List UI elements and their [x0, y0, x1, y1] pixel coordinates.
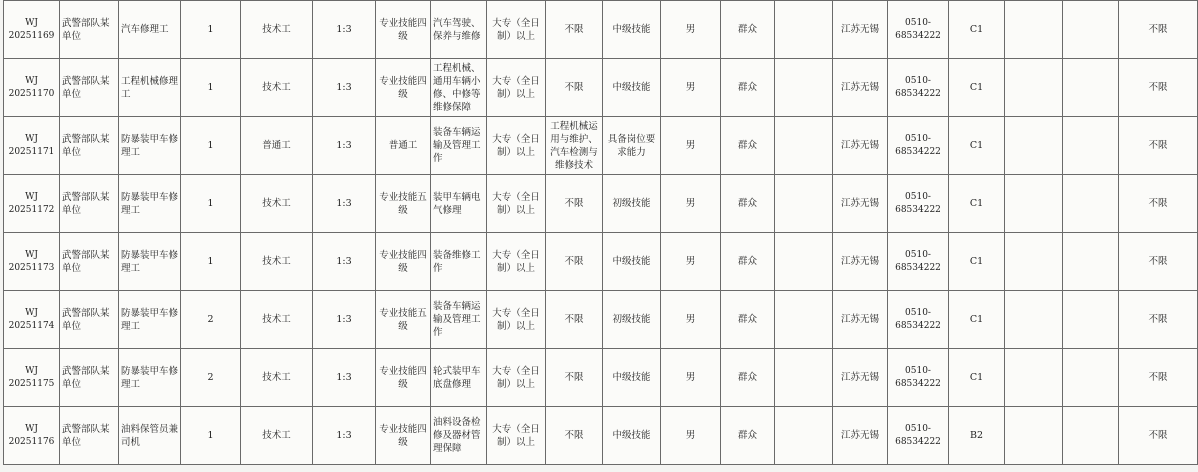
exam-ratio-cell: 1:3	[313, 117, 376, 175]
political-status-cell: 群众	[721, 1, 775, 59]
worker-type-cell: 技术工	[241, 291, 313, 349]
work-location-cell: 江苏无锡	[833, 59, 888, 117]
table-row	[4, 407, 1198, 465]
job-duty-cell: 装备车辆运输及管理工作	[431, 291, 487, 349]
spacer-cell	[1063, 117, 1119, 175]
worker-type-cell: 技术工	[241, 349, 313, 407]
worker-type-cell: 技术工	[241, 233, 313, 291]
code-num: 20251171	[8, 146, 55, 157]
driver-license-cell: C1	[949, 175, 1005, 233]
table-row	[4, 291, 1198, 349]
gender-req-cell: 男	[661, 233, 721, 291]
position-name-cell: 防暴装甲车修理工	[119, 117, 181, 175]
education-req-cell: 大专（全日制）以上	[487, 407, 546, 465]
job-duty-cell: 油料设备检修及器材管理保障	[431, 407, 487, 465]
education-req-cell: 大专（全日制）以上	[487, 175, 546, 233]
gender-req-cell: 男	[661, 291, 721, 349]
exam-ratio-cell: 1:3	[313, 233, 376, 291]
phone-area: 0510-	[905, 191, 931, 202]
phone-area: 0510-	[905, 365, 931, 376]
major-req-cell: 不限	[546, 1, 603, 59]
other-req-cell	[775, 59, 833, 117]
gender-req-cell: 男	[661, 407, 721, 465]
skill-req-cell: 中级技能	[603, 407, 661, 465]
contact-phone-cell	[888, 117, 949, 175]
note-blank-cell	[1005, 349, 1063, 407]
exam-ratio-cell: 1:3	[313, 407, 376, 465]
skill-grade-cell: 普通工	[376, 117, 431, 175]
remark-cell: 不限	[1119, 349, 1198, 407]
employer-unit-cell: 武警部队某单位	[60, 175, 119, 233]
table-row	[4, 349, 1198, 407]
contact-phone-cell	[888, 407, 949, 465]
phone-num: 68534222	[895, 436, 941, 447]
hire-count-cell: 1	[181, 175, 241, 233]
gender-req-cell: 男	[661, 175, 721, 233]
driver-license-cell: C1	[949, 233, 1005, 291]
work-location-cell: 江苏无锡	[833, 117, 888, 175]
education-req-cell: 大专（全日制）以上	[487, 291, 546, 349]
remark-cell: 不限	[1119, 233, 1198, 291]
spacer-cell	[1063, 349, 1119, 407]
phone-area: 0510-	[905, 249, 931, 260]
code-prefix: WJ	[25, 191, 38, 202]
job-duty-cell: 装备维修工作	[431, 233, 487, 291]
remark-cell: 不限	[1119, 175, 1198, 233]
skill-grade-cell: 专业技能五级	[376, 291, 431, 349]
phone-num: 68534222	[895, 146, 941, 157]
code-prefix: WJ	[25, 423, 38, 434]
position-name-cell: 防暴装甲车修理工	[119, 291, 181, 349]
phone-num: 68534222	[895, 88, 941, 99]
education-req-cell: 大专（全日制）以上	[487, 349, 546, 407]
exam-ratio-cell: 1:3	[313, 1, 376, 59]
code-prefix: WJ	[25, 249, 38, 260]
code-num: 20251174	[8, 320, 55, 331]
position-code-cell	[4, 59, 60, 117]
code-prefix: WJ	[25, 133, 38, 144]
contact-phone-cell	[888, 59, 949, 117]
hire-count-cell: 1	[181, 117, 241, 175]
note-blank-cell	[1005, 59, 1063, 117]
skill-req-cell: 中级技能	[603, 349, 661, 407]
education-req-cell: 大专（全日制）以上	[487, 233, 546, 291]
code-prefix: WJ	[25, 365, 38, 376]
exam-ratio-cell: 1:3	[313, 175, 376, 233]
hire-count-cell: 1	[181, 407, 241, 465]
contact-phone-cell	[888, 1, 949, 59]
phone-area: 0510-	[905, 133, 931, 144]
note-blank-cell	[1005, 175, 1063, 233]
major-req-cell: 工程机械运用与维护、汽车检测与维修技术	[546, 117, 603, 175]
table-row	[4, 117, 1198, 175]
position-code-cell	[4, 1, 60, 59]
other-req-cell	[775, 1, 833, 59]
other-req-cell	[775, 233, 833, 291]
note-blank-cell	[1005, 117, 1063, 175]
major-req-cell: 不限	[546, 291, 603, 349]
position-name-cell: 防暴装甲车修理工	[119, 349, 181, 407]
code-num: 20251175	[8, 378, 55, 389]
employer-unit-cell: 武警部队某单位	[60, 117, 119, 175]
skill-req-cell: 中级技能	[603, 233, 661, 291]
spacer-cell	[1063, 59, 1119, 117]
political-status-cell: 群众	[721, 59, 775, 117]
skill-grade-cell: 专业技能四级	[376, 349, 431, 407]
spacer-cell	[1063, 291, 1119, 349]
driver-license-cell: C1	[949, 349, 1005, 407]
hire-count-cell: 1	[181, 1, 241, 59]
education-req-cell: 大专（全日制）以上	[487, 117, 546, 175]
hire-count-cell: 2	[181, 349, 241, 407]
code-prefix: WJ	[25, 307, 38, 318]
work-location-cell: 江苏无锡	[833, 407, 888, 465]
phone-num: 68534222	[895, 320, 941, 331]
worker-type-cell: 技术工	[241, 407, 313, 465]
phone-area: 0510-	[905, 307, 931, 318]
position-code-cell	[4, 407, 60, 465]
spacer-cell	[1063, 407, 1119, 465]
worker-type-cell: 普通工	[241, 117, 313, 175]
remark-cell: 不限	[1119, 1, 1198, 59]
major-req-cell: 不限	[546, 175, 603, 233]
gender-req-cell: 男	[661, 349, 721, 407]
note-blank-cell	[1005, 233, 1063, 291]
skill-grade-cell: 专业技能四级	[376, 59, 431, 117]
worker-type-cell: 技术工	[241, 1, 313, 59]
remark-cell: 不限	[1119, 59, 1198, 117]
political-status-cell: 群众	[721, 291, 775, 349]
job-duty-cell: 工程机械、通用车辆小修、中修等维修保障	[431, 59, 487, 117]
worker-type-cell: 技术工	[241, 59, 313, 117]
exam-ratio-cell: 1:3	[313, 59, 376, 117]
skill-grade-cell: 专业技能四级	[376, 233, 431, 291]
table-row	[4, 59, 1198, 117]
position-name-cell: 防暴装甲车修理工	[119, 233, 181, 291]
job-duty-cell: 装甲车辆电气修理	[431, 175, 487, 233]
exam-ratio-cell: 1:3	[313, 349, 376, 407]
skill-req-cell: 初级技能	[603, 291, 661, 349]
position-code-cell	[4, 291, 60, 349]
employer-unit-cell: 武警部队某单位	[60, 1, 119, 59]
note-blank-cell	[1005, 1, 1063, 59]
gender-req-cell: 男	[661, 117, 721, 175]
position-code-cell	[4, 233, 60, 291]
other-req-cell	[775, 407, 833, 465]
note-blank-cell	[1005, 407, 1063, 465]
education-req-cell: 大专（全日制）以上	[487, 1, 546, 59]
remark-cell: 不限	[1119, 291, 1198, 349]
job-duty-cell: 汽车驾驶、保养与维修	[431, 1, 487, 59]
work-location-cell: 江苏无锡	[833, 175, 888, 233]
position-code-cell	[4, 349, 60, 407]
job-duty-cell: 装备车辆运输及管理工作	[431, 117, 487, 175]
major-req-cell: 不限	[546, 59, 603, 117]
driver-license-cell: C1	[949, 117, 1005, 175]
code-num: 20251169	[8, 30, 55, 41]
job-posting-table	[3, 0, 1198, 465]
driver-license-cell: C1	[949, 291, 1005, 349]
work-location-cell: 江苏无锡	[833, 349, 888, 407]
other-req-cell	[775, 117, 833, 175]
position-code-cell	[4, 117, 60, 175]
political-status-cell: 群众	[721, 175, 775, 233]
remark-cell: 不限	[1119, 117, 1198, 175]
skill-grade-cell: 专业技能五级	[376, 175, 431, 233]
other-req-cell	[775, 349, 833, 407]
skill-req-cell: 中级技能	[603, 59, 661, 117]
employer-unit-cell: 武警部队某单位	[60, 407, 119, 465]
skill-grade-cell: 专业技能四级	[376, 1, 431, 59]
job-duty-cell: 轮式装甲车底盘修理	[431, 349, 487, 407]
major-req-cell: 不限	[546, 407, 603, 465]
skill-grade-cell: 专业技能四级	[376, 407, 431, 465]
table-row	[4, 175, 1198, 233]
work-location-cell: 江苏无锡	[833, 233, 888, 291]
code-num: 20251176	[8, 436, 55, 447]
exam-ratio-cell: 1:3	[313, 291, 376, 349]
employer-unit-cell: 武警部队某单位	[60, 59, 119, 117]
note-blank-cell	[1005, 291, 1063, 349]
major-req-cell: 不限	[546, 349, 603, 407]
worker-type-cell: 技术工	[241, 175, 313, 233]
position-name-cell: 汽车修理工	[119, 1, 181, 59]
phone-num: 68534222	[895, 204, 941, 215]
position-code-cell	[4, 175, 60, 233]
code-prefix: WJ	[25, 75, 38, 86]
code-num: 20251170	[8, 88, 55, 99]
driver-license-cell: C1	[949, 59, 1005, 117]
other-req-cell	[775, 175, 833, 233]
political-status-cell: 群众	[721, 117, 775, 175]
employer-unit-cell: 武警部队某单位	[60, 291, 119, 349]
table-row	[4, 1, 1198, 59]
hire-count-cell: 1	[181, 233, 241, 291]
gender-req-cell: 男	[661, 59, 721, 117]
contact-phone-cell	[888, 291, 949, 349]
spacer-cell	[1063, 175, 1119, 233]
hire-count-cell: 2	[181, 291, 241, 349]
other-req-cell	[775, 291, 833, 349]
skill-req-cell: 具备岗位要求能力	[603, 117, 661, 175]
position-name-cell: 油料保管员兼司机	[119, 407, 181, 465]
skill-req-cell: 中级技能	[603, 1, 661, 59]
position-name-cell: 工程机械修理工	[119, 59, 181, 117]
hire-count-cell: 1	[181, 59, 241, 117]
contact-phone-cell	[888, 349, 949, 407]
code-num: 20251173	[8, 262, 55, 273]
skill-req-cell: 初级技能	[603, 175, 661, 233]
spacer-cell	[1063, 1, 1119, 59]
spacer-cell	[1063, 233, 1119, 291]
contact-phone-cell	[888, 175, 949, 233]
phone-num: 68534222	[895, 30, 941, 41]
driver-license-cell: B2	[949, 407, 1005, 465]
gender-req-cell: 男	[661, 1, 721, 59]
remark-cell: 不限	[1119, 407, 1198, 465]
political-status-cell: 群众	[721, 407, 775, 465]
employer-unit-cell: 武警部队某单位	[60, 349, 119, 407]
phone-area: 0510-	[905, 75, 931, 86]
work-location-cell: 江苏无锡	[833, 291, 888, 349]
code-prefix: WJ	[25, 17, 38, 28]
phone-num: 68534222	[895, 262, 941, 273]
political-status-cell: 群众	[721, 233, 775, 291]
phone-num: 68534222	[895, 378, 941, 389]
work-location-cell: 江苏无锡	[833, 1, 888, 59]
major-req-cell: 不限	[546, 233, 603, 291]
education-req-cell: 大专（全日制）以上	[487, 59, 546, 117]
phone-area: 0510-	[905, 17, 931, 28]
code-num: 20251172	[8, 204, 55, 215]
political-status-cell: 群众	[721, 349, 775, 407]
position-name-cell: 防暴装甲车修理工	[119, 175, 181, 233]
table-row	[4, 233, 1198, 291]
driver-license-cell: C1	[949, 1, 1005, 59]
contact-phone-cell	[888, 233, 949, 291]
phone-area: 0510-	[905, 423, 931, 434]
employer-unit-cell: 武警部队某单位	[60, 233, 119, 291]
